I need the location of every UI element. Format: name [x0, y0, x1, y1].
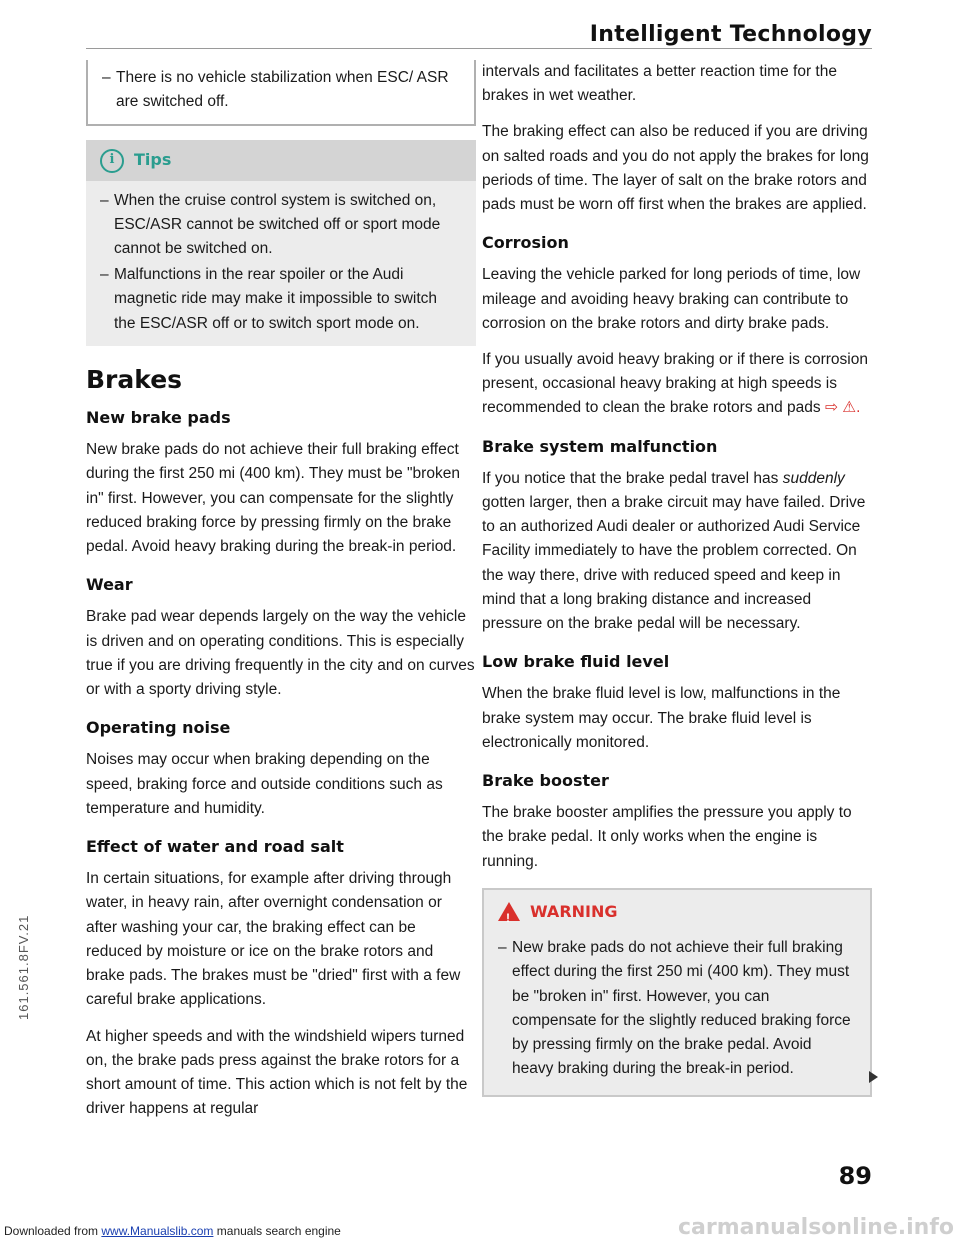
left-column [86, 60, 476, 1133]
paragraph-corrosion-1: Leaving the vehicle parked for long periods of time, low mileage and avoiding heavy braking can contribute to corrosion on the brake rotors and dirty brake pads. [482, 266, 861, 332]
corrosion-text: If you usually avoid heavy braking or if there is corrosion present, occasional heavy braking at high speeds is recommended to clean the brake rotors and pads [482, 351, 868, 417]
heading-operating-noise: Operating noise [86, 718, 231, 738]
paragraph-water-1: In certain situations, for example after driving through water, in heavy rain, after overnight condensation or after washing your car, the braking effect can be reduced by moisture or ice on the brake rotors and brake pads. The brakes must be "dried" first with a few careful brake applications. [86, 870, 461, 1009]
heading-low-fluid: Low brake fluid level [482, 652, 670, 672]
warning-item: – New brake pads do not achieve their full braking effect during the first 250 mi (400 km). They must be "broken in" first. However, you can compensate for the slightly reduced braking force by pressing firmly on the brake pedal. Avoid heavy braking during the break-in period. [498, 936, 856, 1081]
continued-note-box [86, 60, 476, 126]
footer-download-note [4, 1224, 341, 1238]
right-column [482, 60, 872, 1097]
page-header-title: Intelligent Technology [589, 22, 872, 47]
heading-brake-booster: Brake booster [482, 771, 609, 791]
warning-box [482, 888, 872, 1097]
heading-wear: Wear [86, 575, 133, 595]
header-divider [86, 48, 872, 49]
footer-prefix: Downloaded from [4, 1224, 102, 1238]
paragraph-brake-malfunction [482, 467, 872, 636]
footer-suffix: manuals search engine [213, 1224, 341, 1238]
tips-header [86, 140, 476, 180]
warning-header [484, 890, 870, 934]
tips-item: – When the cruise control system is switched on, ESC/ASR cannot be switched off or sport mode cannot be switched on. [100, 189, 462, 262]
malfunction-text-a: If you notice that the brake pedal travel has [482, 469, 783, 487]
continued-note-item: – There is no vehicle stabilization when ESC/ ASR are switched off. [102, 66, 460, 114]
paragraph-operating-noise: Noises may occur when braking depending on the speed, braking force and outside conditions such as temperature and humidity. [86, 751, 443, 817]
info-icon: i [100, 149, 124, 173]
warning-label: WARNING [530, 901, 618, 921]
paragraph-water-continued: intervals and facilitates a better reaction time for the brakes in wet weather. [482, 63, 837, 105]
continue-arrow-icon [869, 1071, 878, 1083]
document-code: 161.561.8FV.21 [16, 914, 31, 1020]
heading-corrosion: Corrosion [482, 233, 569, 253]
heading-brake-malfunction: Brake system malfunction [482, 436, 718, 456]
warning-triangle-icon: ! [498, 902, 520, 921]
paragraph-brake-booster: The brake booster amplifies the pressure you apply to the brake pedal. It only works when the engine is running. [482, 804, 852, 870]
page-number: 89 [838, 1162, 872, 1190]
section-title: Brakes [86, 364, 183, 394]
heading-water-salt: Effect of water and road salt [86, 837, 344, 857]
tips-box [86, 140, 476, 345]
paragraph-corrosion-2 [482, 348, 872, 421]
heading-new-brake-pads: New brake pads [86, 408, 231, 428]
paragraph-road-salt: The braking effect can also be reduced if you are driving on salted roads and you do not apply the brakes for long periods of time. The layer of salt on the brake rotors and pads must be worn off first when the brakes are applied. [482, 123, 869, 214]
warning-reference-link[interactable]: ⇨ ⚠. [824, 399, 861, 417]
paragraph-low-fluid: When the brake fluid level is low, malfunctions in the brake system may occur. The brake fluid level is electronically monitored. [482, 685, 841, 751]
tips-label: Tips [134, 150, 172, 170]
watermark-logo: carmanualsonline.info [678, 1215, 954, 1240]
paragraph-water-2: At higher speeds and with the windshield wipers turned on, the brake pads press against the brake rotors for a short amount of time. This action which is not felt by the driver happens at regular [86, 1027, 468, 1118]
tips-item: – Malfunctions in the rear spoiler or the Audi magnetic ride may make it impossible to switch the ESC/ASR off or to switch sport mode on. [100, 263, 462, 336]
footer-link[interactable]: www.Manualslib.com [101, 1224, 214, 1238]
malfunction-emphasis: suddenly [782, 469, 845, 487]
paragraph-new-brake-pads: New brake pads do not achieve their full braking effect during the first 250 mi (400 km). They must be "broken in" first. However, you can compensate for the slightly reduced braking force by pressing firmly on the brake pedal. Avoid heavy braking during the break-in period. [86, 441, 460, 556]
paragraph-wear: Brake pad wear depends largely on the way the vehicle is driven and on operating conditions. This is especially true if you are driving frequently in the city and on curves or with a sporty driving style. [86, 608, 475, 699]
malfunction-text-b: gotten larger, then a brake circuit may have failed. Drive to an authorized Audi dealer or authorized Audi Service Facility immediately to have the problem corrected. On the way there, drive with reduced speed and keep in mind that a long braking distance and increased pressure on the brake pedal will be necessary. [482, 494, 866, 633]
